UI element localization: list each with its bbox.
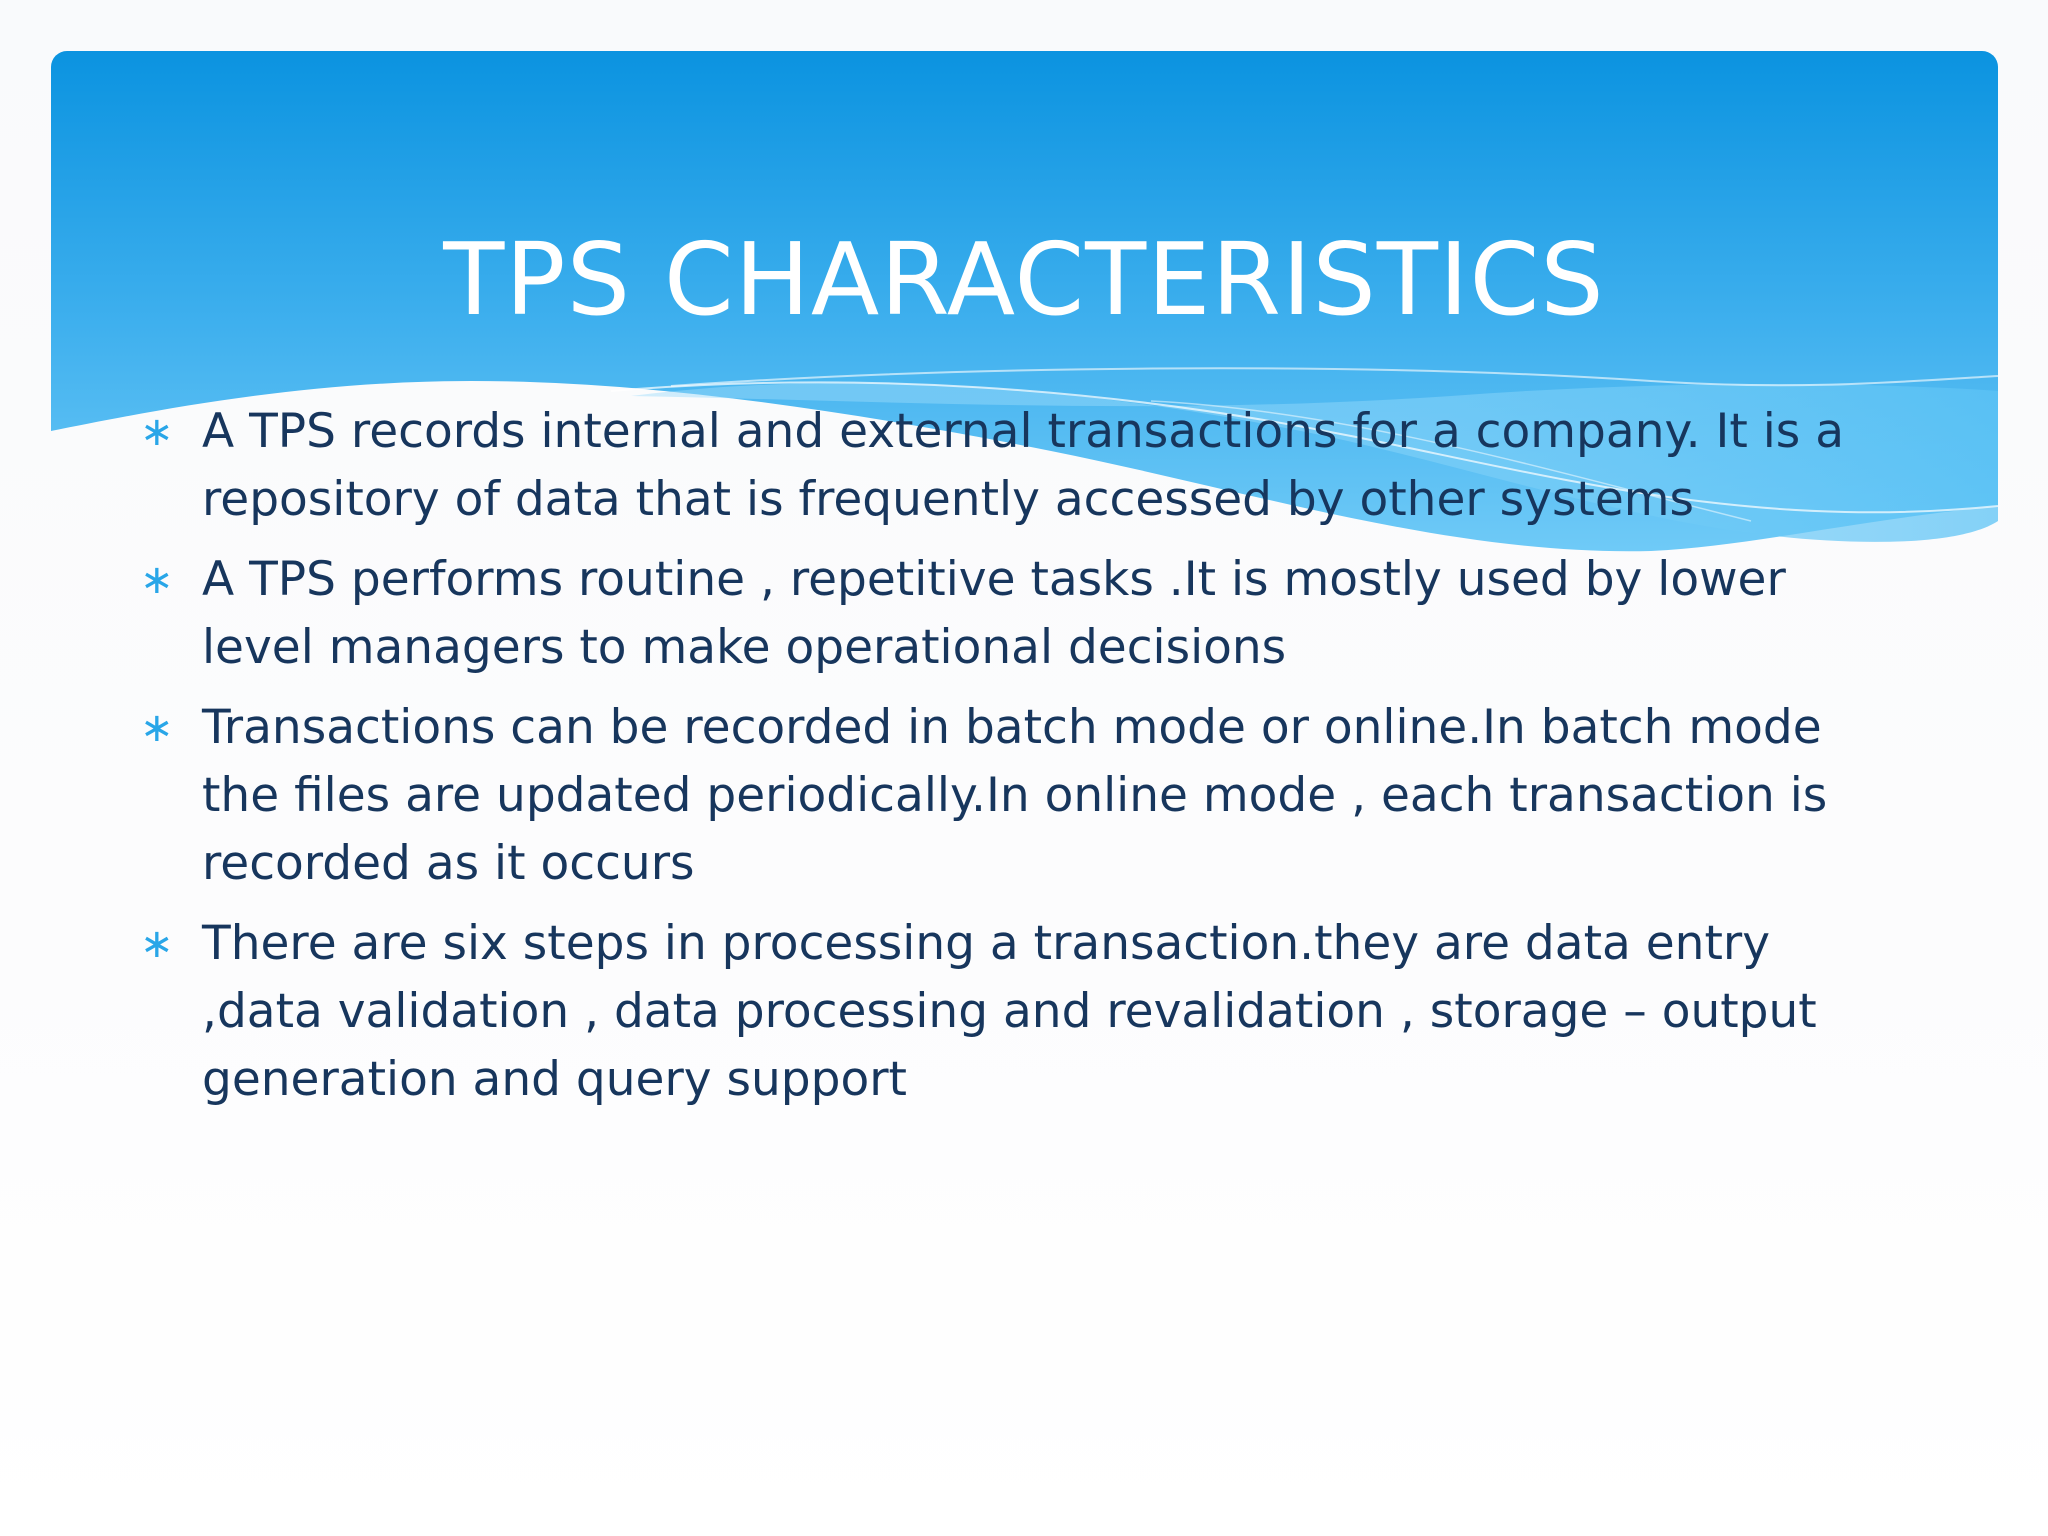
- asterisk-bullet-icon: ∗: [140, 557, 174, 603]
- asterisk-bullet-icon: ∗: [140, 409, 174, 455]
- asterisk-bullet-icon: ∗: [140, 921, 174, 967]
- bullet-item: [140, 694, 1900, 898]
- bullet-text: Transactions can be recorded in batch mode or online.In batch mode the files are updated periodically.In online mode , each transaction is recorded as it occurs: [202, 700, 1828, 891]
- asterisk-bullet-icon: ∗: [140, 705, 174, 751]
- bullet-item: [140, 546, 1900, 682]
- bullet-list: [140, 398, 1900, 1126]
- bullet-text: A TPS performs routine , repetitive tasks .It is mostly used by lower level managers to make operational decisions: [202, 552, 1786, 675]
- bullet-item: [140, 910, 1900, 1114]
- bullet-text: A TPS records internal and external transactions for a company. It is a repository of data that is frequently accessed by other systems: [202, 404, 1844, 527]
- bullet-text: There are six steps in processing a transaction.they are data entry ,data validation , data processing and revalidation , storage – output generation and query support: [202, 916, 1817, 1107]
- slide-title: TPS CHARACTERISTICS: [443, 221, 1605, 338]
- bullet-item: [140, 398, 1900, 534]
